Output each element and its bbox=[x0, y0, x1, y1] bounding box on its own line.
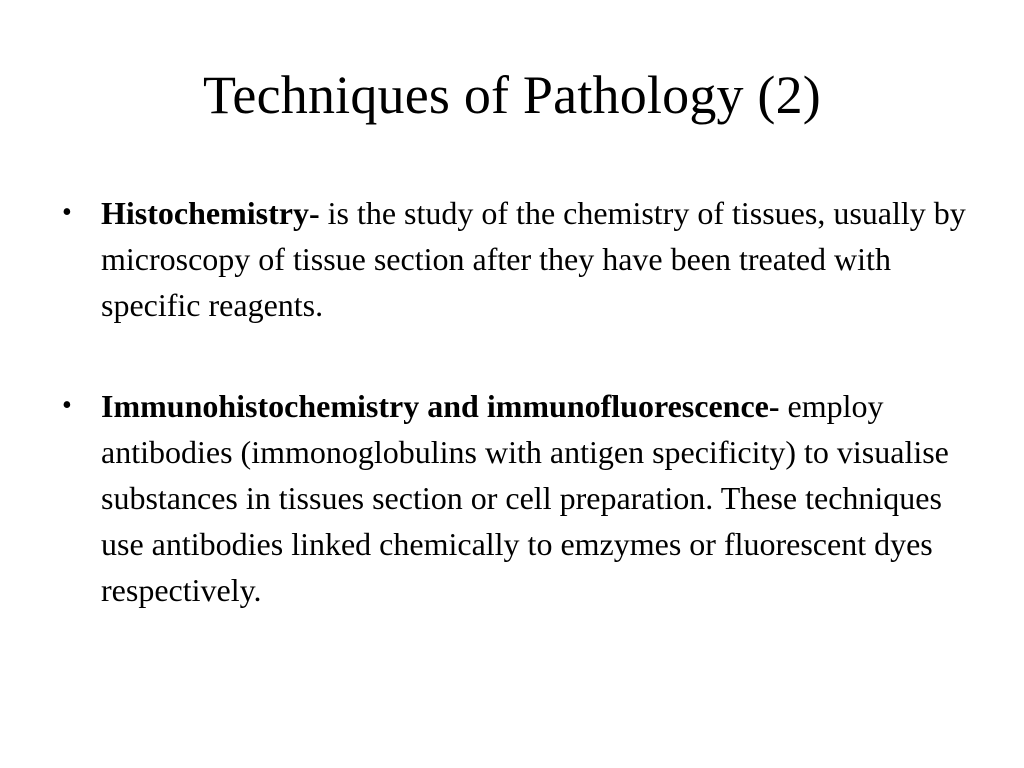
bullet-item-immunohistochemistry bbox=[62, 383, 972, 613]
bullet-marker: • bbox=[62, 390, 72, 421]
bullet-term-histochemistry: Histochemistry- bbox=[101, 195, 320, 231]
bullet-list bbox=[62, 190, 972, 668]
bullet-marker: • bbox=[62, 197, 72, 228]
slide-title: Techniques of Pathology (2) bbox=[203, 65, 821, 125]
bullet-text-histochemistry: is the study of the chemistry of tissues, usually by microscopy of tissue section after they have been treated with specific reagents. bbox=[101, 195, 966, 323]
bullet-term-immunohistochemistry: Immunohistochemistry and immunofluorescence- bbox=[101, 388, 780, 424]
bullet-item-histochemistry bbox=[62, 190, 972, 328]
bullet-text-immunohistochemistry: employ antibodies (immonoglobulins with antigen specificity) to visualise substances in tissues section or cell preparation. These techniques use antibodies linked chemically to emzymes or fluorescent dyes respectively. bbox=[101, 388, 949, 608]
